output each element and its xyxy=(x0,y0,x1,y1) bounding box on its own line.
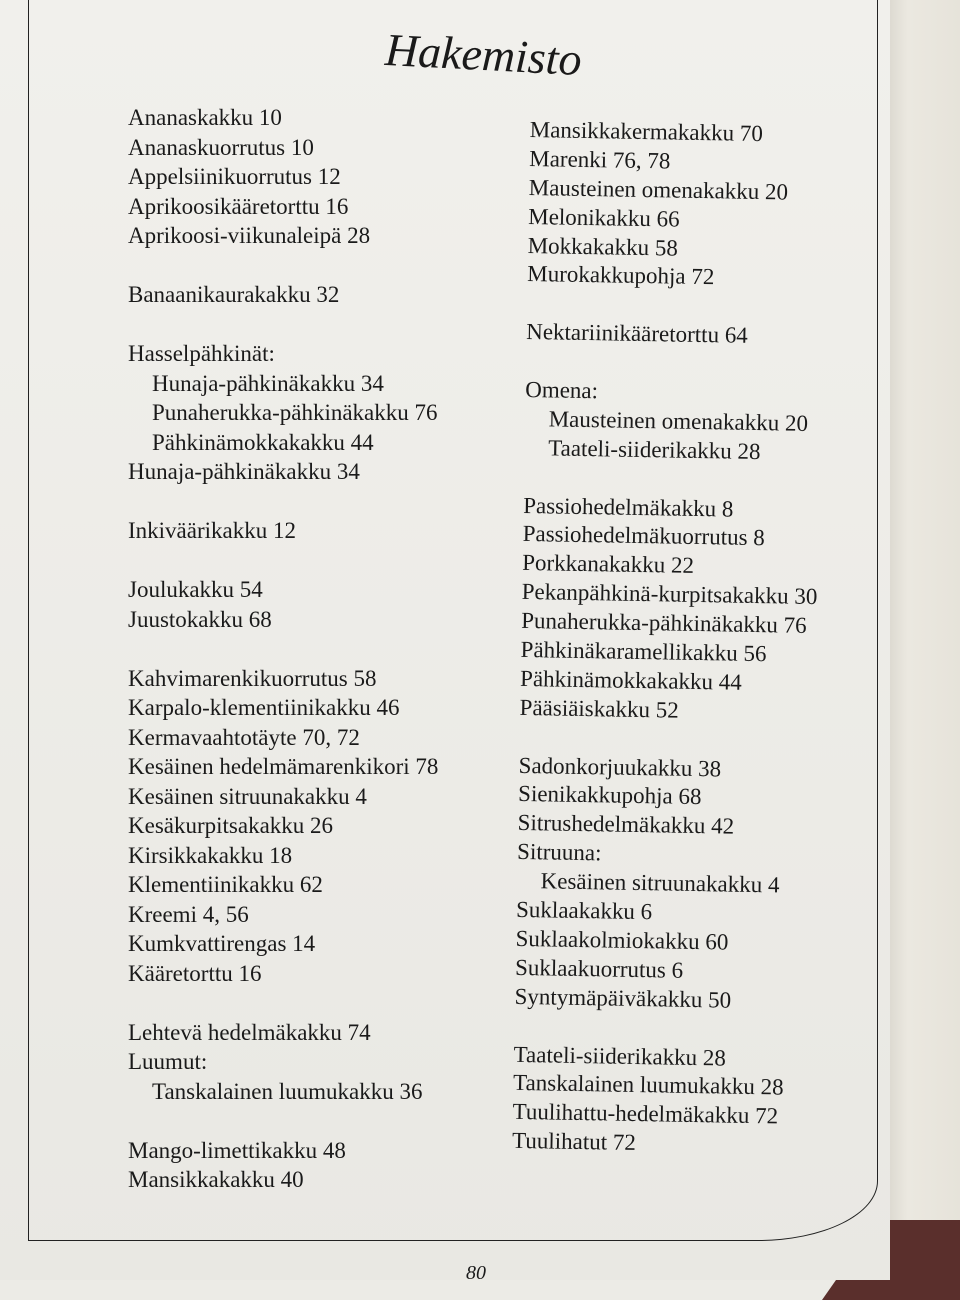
index-entry: Lehtevä hedelmäkakku 74 xyxy=(128,1019,371,1045)
index-entry: Kesäkurpitsakakku 26 xyxy=(128,813,334,838)
index-entry: Inkiväärikakku 12 xyxy=(128,518,296,543)
index-entry: Juustokakku 68 xyxy=(128,606,272,632)
index-entry: Punaherukka-pähkinäkakku 76 xyxy=(520,608,807,639)
index-entry: Taateli-siiderikakku 28 xyxy=(513,1041,727,1071)
index-entry: Taateli-siiderikakku 28 xyxy=(547,435,761,464)
index-entry: Hunaja-pähkinäkakku 34 xyxy=(128,459,360,484)
index-entry: Luumut: xyxy=(128,1049,208,1074)
index-entry: Mango-limettikakku 48 xyxy=(128,1137,346,1163)
spacer xyxy=(128,251,438,281)
index-entry: Karpalo-klementiinikakku 46 xyxy=(128,695,400,720)
index-entry: Joulukakku 54 xyxy=(128,577,263,602)
index-entry: Hasselpähkinät: xyxy=(128,341,275,366)
index-entry: Punaherukka-pähkinäkakku 76 xyxy=(152,400,438,425)
index-entry: Kreemi 4, 56 xyxy=(128,901,249,927)
index-entry: Suklaakuorrutus 6 xyxy=(514,954,684,983)
index-entry: Pekanpähkinä-kurpitsakakku 30 xyxy=(521,579,818,610)
index-entry: Kumkvattirengas 14 xyxy=(128,931,316,956)
index-entry: Banaanikaurakakku 32 xyxy=(128,282,340,307)
index-entry: Kesäinen sitruunakakku 4 xyxy=(540,868,780,898)
index-entry: Suklaakakku 6 xyxy=(515,896,653,925)
index-entry: Nektariinikääretorttu 64 xyxy=(526,319,749,349)
index-entry: Pähkinämokkakakku 44 xyxy=(519,665,743,695)
index-entry: Mausteinen omenakakku 20 xyxy=(528,174,789,205)
index-entry: Tanskalainen luumukakku 28 xyxy=(512,1070,784,1100)
index-entry: Kermavaahtotäyte 70, 72 xyxy=(128,724,360,750)
index-entry: Sitrushedelmäkakku 42 xyxy=(517,810,735,840)
index-entry: Aprikoosi-viikunaleipä 28 xyxy=(128,223,371,248)
index-column-left xyxy=(128,103,438,1195)
spacer xyxy=(128,310,438,340)
spacer xyxy=(128,546,438,576)
index-entry: Tuulihatut 72 xyxy=(511,1128,637,1156)
index-entry: Porkkanakakku 22 xyxy=(521,550,695,579)
page-number: 80 xyxy=(466,1262,486,1284)
index-entry: Pääsiäiskakku 52 xyxy=(519,694,679,723)
index-entry: Passiohedelmäkakku 8 xyxy=(522,492,734,522)
index-entry: Kahvimarenkikuorrutus 58 xyxy=(128,665,377,691)
spacer xyxy=(128,634,438,664)
index-entry: Murokakkupohja 72 xyxy=(527,261,715,290)
index-entry: Sadonkorjuukakku 38 xyxy=(518,752,722,782)
index-entry: Kesäinen sitruunakakku 4 xyxy=(128,783,367,809)
index-entry: Appelsiinikuorrutus 12 xyxy=(128,164,341,189)
index-entry: Suklaakolmiokakku 60 xyxy=(515,925,729,955)
spacer xyxy=(128,988,438,1018)
page-title: Hakemisto xyxy=(383,23,583,86)
index-entry: Ananaskuorrutus 10 xyxy=(128,134,314,160)
index-entry: Pähkinäkaramellikakku 56 xyxy=(520,636,767,667)
index-entry: Mansikkakermakakku 70 xyxy=(529,116,764,147)
next-page-edge xyxy=(885,0,960,1280)
index-entry: Pähkinämokkakakku 44 xyxy=(152,429,374,455)
index-entry: Sitruuna: xyxy=(516,839,602,866)
index-entry: Mokkakakku 58 xyxy=(527,232,679,261)
index-entry: Passiohedelmäkuorrutus 8 xyxy=(522,521,765,551)
index-entry: Tuulihattu-hedelmäkakku 72 xyxy=(512,1099,779,1129)
index-entry: Melonikakku 66 xyxy=(528,203,680,232)
index-entry: Tanskalainen luumukakku 36 xyxy=(152,1078,423,1104)
index-entry: Mansikkakakku 40 xyxy=(128,1167,304,1192)
index-entry: Kirsikkakakku 18 xyxy=(128,842,293,868)
index-entry: Klementiinikakku 62 xyxy=(128,872,323,897)
index-entry: Kääretorttu 16 xyxy=(128,960,262,986)
spacer xyxy=(128,487,438,517)
index-entry: Omena: xyxy=(525,376,599,404)
index-column-right xyxy=(512,116,826,1161)
index-entry: Mausteinen omenakakku 20 xyxy=(548,406,809,436)
spacer xyxy=(128,1106,438,1136)
index-entry: Hunaja-pähkinäkakku 34 xyxy=(152,370,384,396)
index-entry: Marenki 76, 78 xyxy=(529,145,671,174)
index-entry: Ananaskakku 10 xyxy=(128,105,282,130)
index-entry: Kesäinen hedelmämarenkikori 78 xyxy=(128,754,439,779)
index-entry: Aprikoosikääretorttu 16 xyxy=(128,193,349,219)
index-entry: Syntymäpäiväkakku 50 xyxy=(514,983,732,1013)
index-entry: Sienikakkupohja 68 xyxy=(517,781,702,810)
